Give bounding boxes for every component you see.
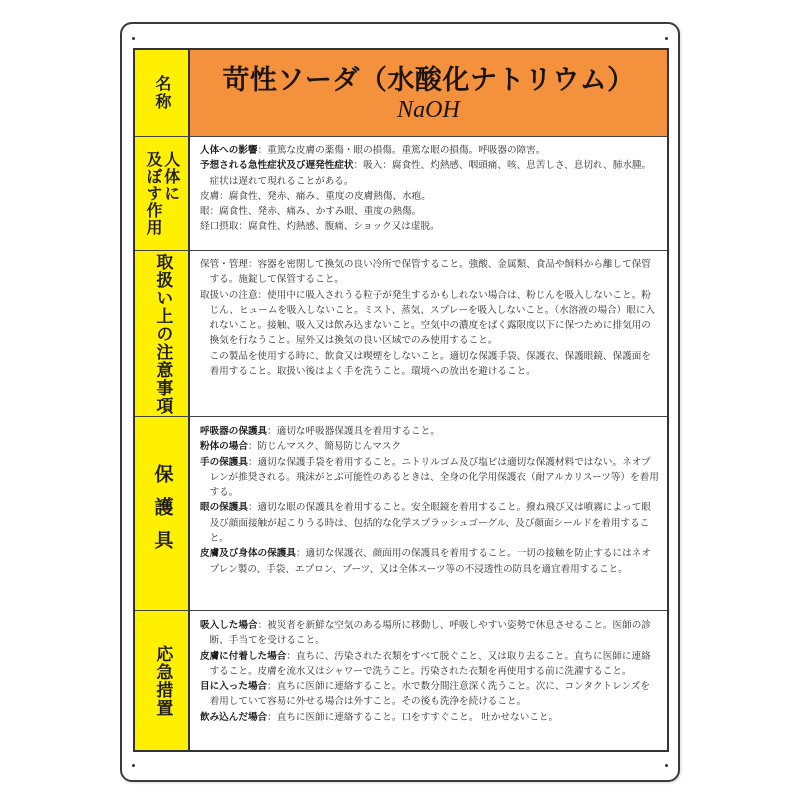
list-item: 眼：腐食性、発赤、痛み、かすみ眼、重度の熱傷。 <box>200 206 422 218</box>
handling-label: 取扱い上の注意事項 <box>152 252 173 415</box>
list-item: 飲み込んだ場合：直ちに医師に連絡すること。口をすすぐこと。 吐かせないこと。 <box>200 711 559 723</box>
name-label-cell <box>135 50 190 136</box>
list-item: 保管・管理：容器を密閉して換気の良い冷所で保管すること。強酸、金属類、食品や飼料から離して保管する。施錠して保管すること。 <box>200 259 651 286</box>
list-item: 呼吸器の保護具：適切な呼吸器保護具を着用すること。 <box>200 426 440 437</box>
mounting-hole-icon <box>665 37 668 40</box>
first-aid-row <box>135 611 667 750</box>
list-item: 目に入った場合：直ちに医師に連絡すること。水で数分間注意深く洗うこと。次に、コンタクトレンズを着用していて容易に外せる場合は外すこと。その後も洗浄を続けること。 <box>200 681 650 708</box>
chemical-info-table <box>133 48 669 752</box>
health-effects-label-cell <box>135 137 190 250</box>
title-cell <box>190 50 667 136</box>
mounting-hole-icon <box>132 764 135 767</box>
handling-label-cell <box>135 251 190 416</box>
handling-content <box>190 251 667 416</box>
mounting-hole-icon <box>665 764 668 767</box>
name-label: 名称 <box>152 75 172 111</box>
list-item: 取扱いの注意：使用中に吸入されうる粒子が発生するかもしれない場合は、粉じんを吸入しないこと。粉じん、ヒュームを吸入しないこと。ミスト、蒸気、スプレーを吸入しないこと。（水溶液の場合）眼に入れないこと。接触、吸入又は飲み込まないこと。空気中の濃度をばく露限度以下に保つために排気用の換気を行なうこと。屋外又は換気の良い区域でのみ使用すること。 <box>200 289 656 347</box>
safety-sign-board <box>120 22 680 782</box>
list-item: 吸入した場合：被災者を新鮮な空気のある場所に移動し、呼吸しやすい姿勢で休息させること。医師の診断、手当てを受けること。 <box>200 620 651 647</box>
chemical-name: 苛性ソーダ（水酸化ナトリウム） <box>222 65 635 96</box>
list-item: 皮膚：腐食性、発赤、痛み、重度の皮膚熱傷、水疱。 <box>200 190 431 202</box>
list-item: 予想される急性症状及び遅発性症状：吸入：腐食性、灼熱感、咽頭痛、咳、息苦しさ、息切れ、肺水腫。症状は遅れて現れることがある。 <box>200 160 652 187</box>
health-effects-row <box>135 137 667 251</box>
first-aid-label: 応急措置 <box>152 644 173 717</box>
health-effects-content <box>190 137 667 250</box>
name-row <box>135 50 667 137</box>
ppe-content <box>190 417 667 610</box>
handling-precautions-row <box>135 251 667 417</box>
list-item: 人体への影響：重篤な皮膚の薬傷・眼の損傷。重篤な眼の損傷。呼吸器の障害。 <box>200 145 546 156</box>
first-aid-content <box>190 611 667 750</box>
list-item: 経口摂取：腐食性、灼熱感、腹痛、ショック又は虚脱。 <box>200 221 440 233</box>
protective-equipment-row <box>135 417 667 611</box>
health-effects-label-part1: 人体に <box>161 151 181 202</box>
health-effects-label-part2: 及ぼす作用 <box>144 151 163 236</box>
list-item: この製品を使用する時に、飲食又は喫煙をしないこと。適切な保護手袋、保護衣、保護眼鏡、保護面を着用すること。取扱い後はよく手を洗うこと。環境への放出を避けること。 <box>209 350 651 378</box>
list-item: 皮膚及び身体の保護具：適切な保護衣、顔面用の保護具を着用すること。一切の接触を防止するにはネオプレン製の、手袋、エプロン、ブーツ、又は全体スーツ等の不浸透性の防具を適宜着用すること。 <box>200 548 651 575</box>
ppe-label: 保護具 <box>151 464 174 563</box>
list-item: 手の保護具：適切な保護手袋を着用すること。ニトリルゴム及び塩ビは適切な保護材料ではない。ネオプレンが推奨される。飛沫がとぶ可能性のあるときは、全身の化学用保護衣（耐アルカリスーツ等）を着用する。 <box>200 456 659 499</box>
list-item: 粉体の場合：防じんマスク、簡易防じんマスク <box>200 441 402 453</box>
list-item: 皮膚に付着した場合：直ちに、汚染された衣類をすべて脱ぐこと、又は取り去ること。直ちに医師に連絡すること。皮膚を流水又はシャワーで洗うこと。汚染された衣類を再使用する前に洗濯すること。 <box>200 650 651 677</box>
chemical-formula: NaOH <box>397 97 460 123</box>
ppe-label-cell <box>135 417 190 610</box>
first-aid-label-cell <box>135 611 190 750</box>
list-item: 眼の保護具：適切な眼の保護具を着用すること。安全眼鏡を着用すること。撥ね飛び又は噴霧によって眼及び顔面接触が起こりうる時は、包括的な化学スプラッシュゴーグル、及び顔面シールドを着用すること。 <box>200 502 651 545</box>
mounting-hole-icon <box>132 37 135 40</box>
